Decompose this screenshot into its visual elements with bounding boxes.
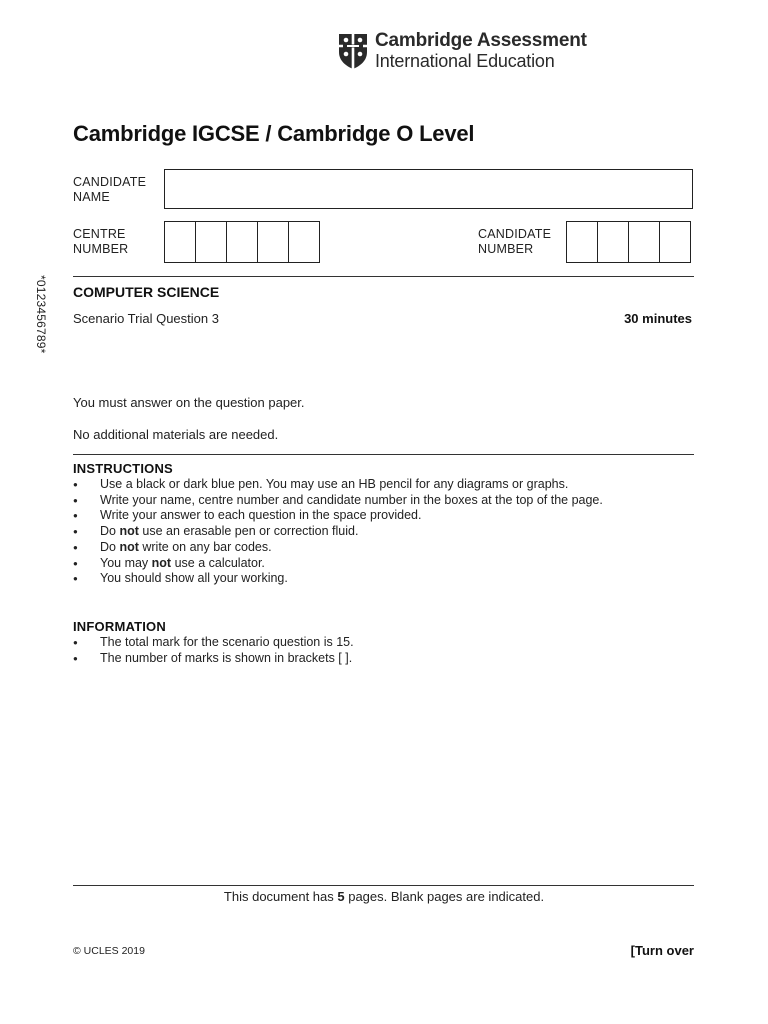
logo-line-2: International Education xyxy=(375,51,555,71)
information-list xyxy=(73,635,354,666)
logo-text xyxy=(375,30,587,72)
list-item: ● Write your answer to each question in the space provided. xyxy=(73,508,603,524)
divider xyxy=(73,454,694,455)
list-item: ● You should show all your working. xyxy=(73,571,603,587)
divider xyxy=(73,276,694,277)
candidate-name-label xyxy=(73,175,163,205)
candidate-name-field[interactable] xyxy=(164,169,693,209)
candidate-number-label-line2: NUMBER xyxy=(478,242,534,256)
turn-over-label: [Turn over xyxy=(630,943,694,958)
page-count-note: This document has 5 pages. Blank pages are indicated. xyxy=(223,889,545,904)
copyright: © UCLES 2019 xyxy=(73,945,145,957)
candidate-number-digit-box[interactable] xyxy=(597,221,629,263)
barcode-number: *0123456789* xyxy=(34,275,48,354)
instructions-heading: INSTRUCTIONS xyxy=(73,461,173,476)
information-heading: INFORMATION xyxy=(73,619,166,634)
centre-number-digit-box[interactable] xyxy=(164,221,196,263)
candidate-name-label-line2: NAME xyxy=(73,190,110,204)
instructions-list xyxy=(73,477,603,587)
duration: 30 minutes xyxy=(624,311,692,326)
centre-number-label xyxy=(73,227,163,257)
centre-number-digit-box[interactable] xyxy=(226,221,258,263)
cambridge-logo xyxy=(337,30,587,72)
list-item: ● You may not use a calculator. xyxy=(73,556,603,572)
list-item: ● The number of marks is shown in brackets [ ]. xyxy=(73,651,354,667)
materials-note: No additional materials are needed. xyxy=(73,427,279,442)
paper-title: Scenario Trial Question 3 xyxy=(73,311,219,326)
centre-number-digit-box[interactable] xyxy=(195,221,227,263)
list-item: ● Write your name, centre number and candidate number in the boxes at the top of the page. xyxy=(73,493,603,509)
centre-number-label-line2: NUMBER xyxy=(73,242,129,256)
logo-line-1: Cambridge Assessment xyxy=(375,30,587,51)
list-item: ● Do not use an erasable pen or correction fluid. xyxy=(73,524,603,540)
candidate-number-digit-box[interactable] xyxy=(566,221,598,263)
list-item: ● Do not write on any bar codes. xyxy=(73,540,603,556)
list-item: ● Use a black or dark blue pen. You may use an HB pencil for any diagrams or graphs. xyxy=(73,477,603,493)
candidate-number-label-line1: CANDIDATE xyxy=(478,227,552,241)
candidate-number-digit-box[interactable] xyxy=(659,221,691,263)
centre-number-field xyxy=(164,221,320,263)
cambridge-crest-icon xyxy=(337,32,369,70)
answer-note: You must answer on the question paper. xyxy=(73,395,305,410)
candidate-number-digit-box[interactable] xyxy=(628,221,660,263)
candidate-name-label-line1: CANDIDATE xyxy=(73,175,147,189)
candidate-number-field xyxy=(566,221,691,263)
barcode-text xyxy=(30,275,50,355)
candidate-number-label xyxy=(478,227,568,257)
page-title: Cambridge IGCSE / Cambridge O Level xyxy=(73,121,475,146)
centre-number-label-line1: CENTRE xyxy=(73,227,126,241)
centre-number-digit-box[interactable] xyxy=(257,221,289,263)
list-item: ● The total mark for the scenario question is 15. xyxy=(73,635,354,651)
centre-number-digit-box[interactable] xyxy=(288,221,320,263)
subject-title: COMPUTER SCIENCE xyxy=(73,284,220,300)
divider xyxy=(73,885,694,886)
